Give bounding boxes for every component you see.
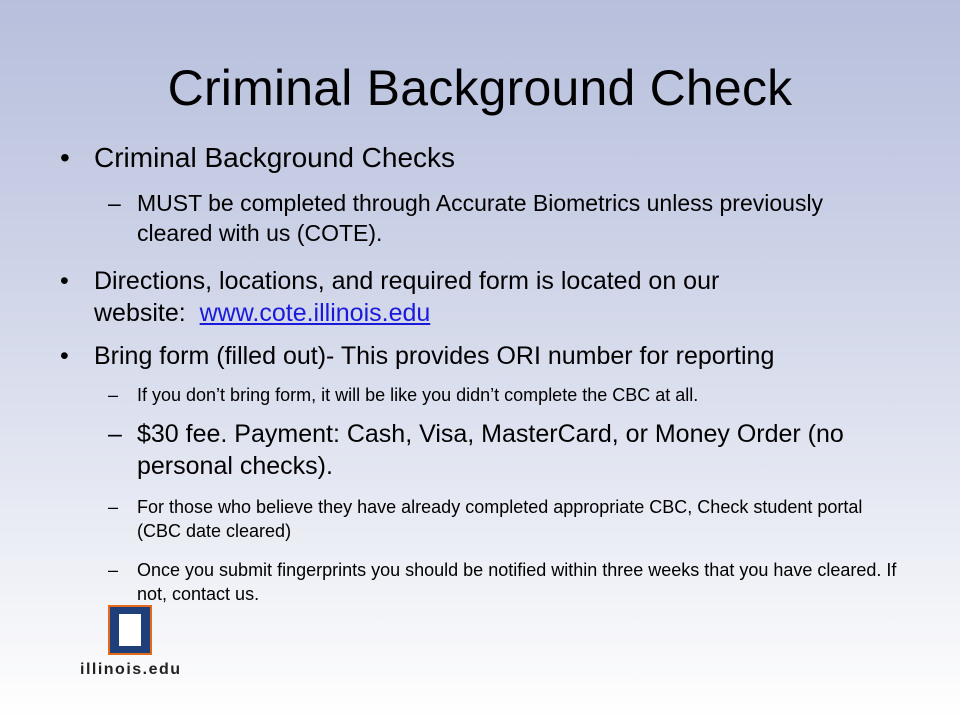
dash-marker: – (108, 560, 119, 580)
bullet-text-wrap (94, 265, 860, 329)
shield-letter-i (119, 614, 141, 646)
subbullet-fingerprints (108, 558, 898, 606)
bullet-directions (60, 265, 860, 329)
bullet-bring-form (60, 340, 940, 372)
subbullet-text: $30 fee. Payment: Cash, Visa, MasterCard, or Money Order (no personal checks). (137, 420, 844, 480)
subbullet-text: Once you submit fingerprints you should be notified within three weeks that you have cleared. If not, contact us. (137, 560, 897, 604)
subbullet-already-completed (108, 495, 898, 543)
bullet-text: Directions, locations, and required form is located on our website: (94, 267, 720, 327)
bullet-marker: • (60, 267, 69, 295)
bullet-criminal-background-checks (60, 141, 900, 175)
dash-marker: – (108, 420, 122, 448)
subbullet-text: If you don’t bring form, it will be like you didn’t complete the CBC at all. (137, 385, 699, 405)
illinois-shield-icon (108, 605, 152, 655)
subbullet-fee (108, 418, 848, 482)
bullet-text: Criminal Background Checks (94, 142, 456, 173)
subbullet-text: For those who believe they have already completed appropriate CBC, Check student portal (CBC date cleared) (137, 497, 863, 541)
bullet-marker: • (60, 142, 70, 173)
subbullet-dont-bring-form (108, 383, 908, 407)
dash-marker: – (108, 497, 119, 517)
dash-marker: – (108, 190, 121, 216)
subbullet-text: MUST be completed through Accurate Biometrics unless previously cleared with us (COTE). (137, 190, 824, 246)
website-link[interactable]: www.cote.illinois.edu (199, 299, 431, 327)
logo-text: illinois.edu (80, 661, 182, 678)
bullet-marker: • (60, 342, 69, 370)
slide-title: Criminal Background Check (167, 60, 793, 116)
illinois-logo (80, 605, 200, 685)
bullet-text: Bring form (filled out)- This provides ORI number for reporting (94, 342, 775, 370)
subbullet-must-be-completed (108, 188, 888, 248)
dash-marker: – (108, 385, 119, 405)
